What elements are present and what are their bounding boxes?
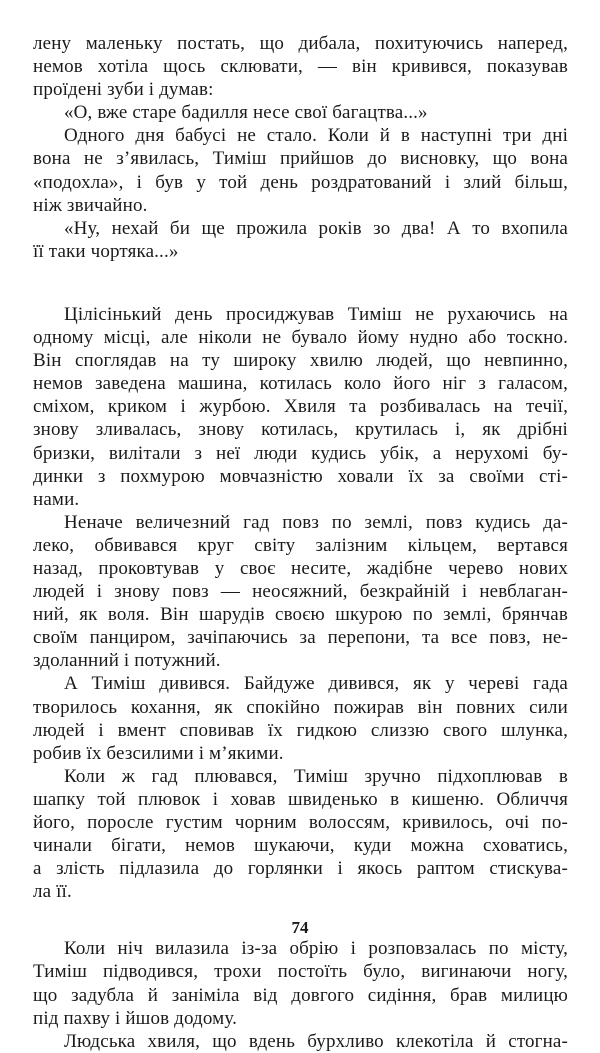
text-line: ніж звичайно.	[33, 194, 148, 216]
section-3	[33, 937, 568, 1052]
text-line: чинали бігати, немов шукаючи, куди можна сховатись,	[33, 835, 568, 857]
text-line: ний, як воля. Він шарудів своєю шкурою по землі, брянчав	[33, 604, 568, 626]
text-line: людей і вмент сповивав їх гидкою слиззю свого шлунка,	[33, 719, 568, 741]
text-line: що задубла й заніміла від довгого сидіння, брав милицю	[33, 984, 568, 1006]
text-line: його, поросле густим чорним волоссям, кривилось, очі по-	[33, 812, 568, 833]
text-line: а злість підлазила до горлянки і якось раптом стискува-	[33, 858, 568, 880]
section-break	[33, 263, 568, 303]
text-line: творилось кохання, як спокійно пожирав він повних сили	[33, 696, 568, 718]
text-line: Людська хвиля, що вдень бурхливо клекотіла й стогна-	[64, 1030, 568, 1052]
text-line: сміхом, криком і журбою. Хвиля та розбивалась на течії,	[33, 396, 568, 418]
text-line: бризки, вилітали з неї люди кудись убік, а нерухомі бу-	[33, 442, 568, 464]
text-line: леко, обвивався круг світу залізним кільцем, вертався	[33, 534, 568, 556]
text-line: здоланний і потужний.	[33, 650, 221, 672]
section-2	[33, 303, 568, 903]
text-line: вона не з’явилась, Тиміш прийшов до висновку, що вона	[33, 148, 568, 170]
text-line: «подохла», і був у той день роздратований і злий більш,	[33, 171, 568, 193]
text-line: під пахву і йшов додому.	[33, 1007, 237, 1029]
text-line: ла її.	[33, 881, 72, 903]
text-line: динки з похмурою мовчазністю ховали їх за своїми сті-	[33, 465, 568, 487]
text-line: шапку той плювок і ховав швиденько в кишеню. Обличчя	[33, 788, 568, 810]
text-line: Коли ніч вилазила із-за обрію і розповзалась по місту,	[64, 938, 568, 960]
text-line: одному місці, але ніколи не бувало йому нудно або тоскно.	[33, 327, 568, 349]
text-line: «Ну, нехай би ще прожила років зо два! А то вхопила	[64, 217, 568, 239]
text-line: нами.	[33, 488, 80, 510]
text-line: її таки чортяка...»	[33, 240, 179, 262]
text-line: Коли ж гад плювався, Тиміш зручно підхоплював в	[64, 765, 568, 787]
text-line: «О, вже старе бадилля несе свої багацтва...»	[64, 102, 428, 124]
text-line: Тиміш підводився, трохи постоїть було, вигинаючи ногу,	[33, 961, 568, 983]
text-line: своїм панциром, зачіпаючись за перепони, та все повз, не-	[33, 627, 568, 649]
text-line: лену маленьку постать, що дибала, похитуючись наперед,	[33, 33, 568, 54]
text-line: знову зливалась, знову котилась, крутилась і, як дрібні	[33, 419, 568, 441]
text-line: робив їх безсилими і м’якими.	[33, 742, 284, 764]
text-line: проїдені зуби і думав:	[33, 79, 214, 101]
text-line: людей і знову повз — неосяжний, безкрайній і невблаган-	[33, 581, 568, 603]
text-line: Одного дня бабусі не стало. Коли й в наступні три дні	[64, 125, 568, 147]
page-number: 74	[291, 918, 309, 937]
book-page-text	[33, 32, 568, 1053]
text-line: Цілісінький день просиджував Тиміш не рухаючись на	[64, 303, 568, 325]
section-1	[33, 32, 568, 263]
text-line: немов хотіла щось склювати, — він кривився, показував	[33, 56, 568, 78]
text-line: немов заведена машина, котилась коло його ніг з галасом,	[33, 373, 568, 395]
text-line: А Тиміш дивився. Байдуже дивився, як у череві гада	[64, 673, 568, 695]
text-line: Неначе величезний гад повз по землі, повз кудись да-	[64, 511, 568, 533]
text-line: назад, проковтував у своє несите, жадібне черево нових	[33, 557, 568, 579]
text-line: Він споглядав на ту широку хвилю людей, що невпинно,	[33, 350, 568, 372]
